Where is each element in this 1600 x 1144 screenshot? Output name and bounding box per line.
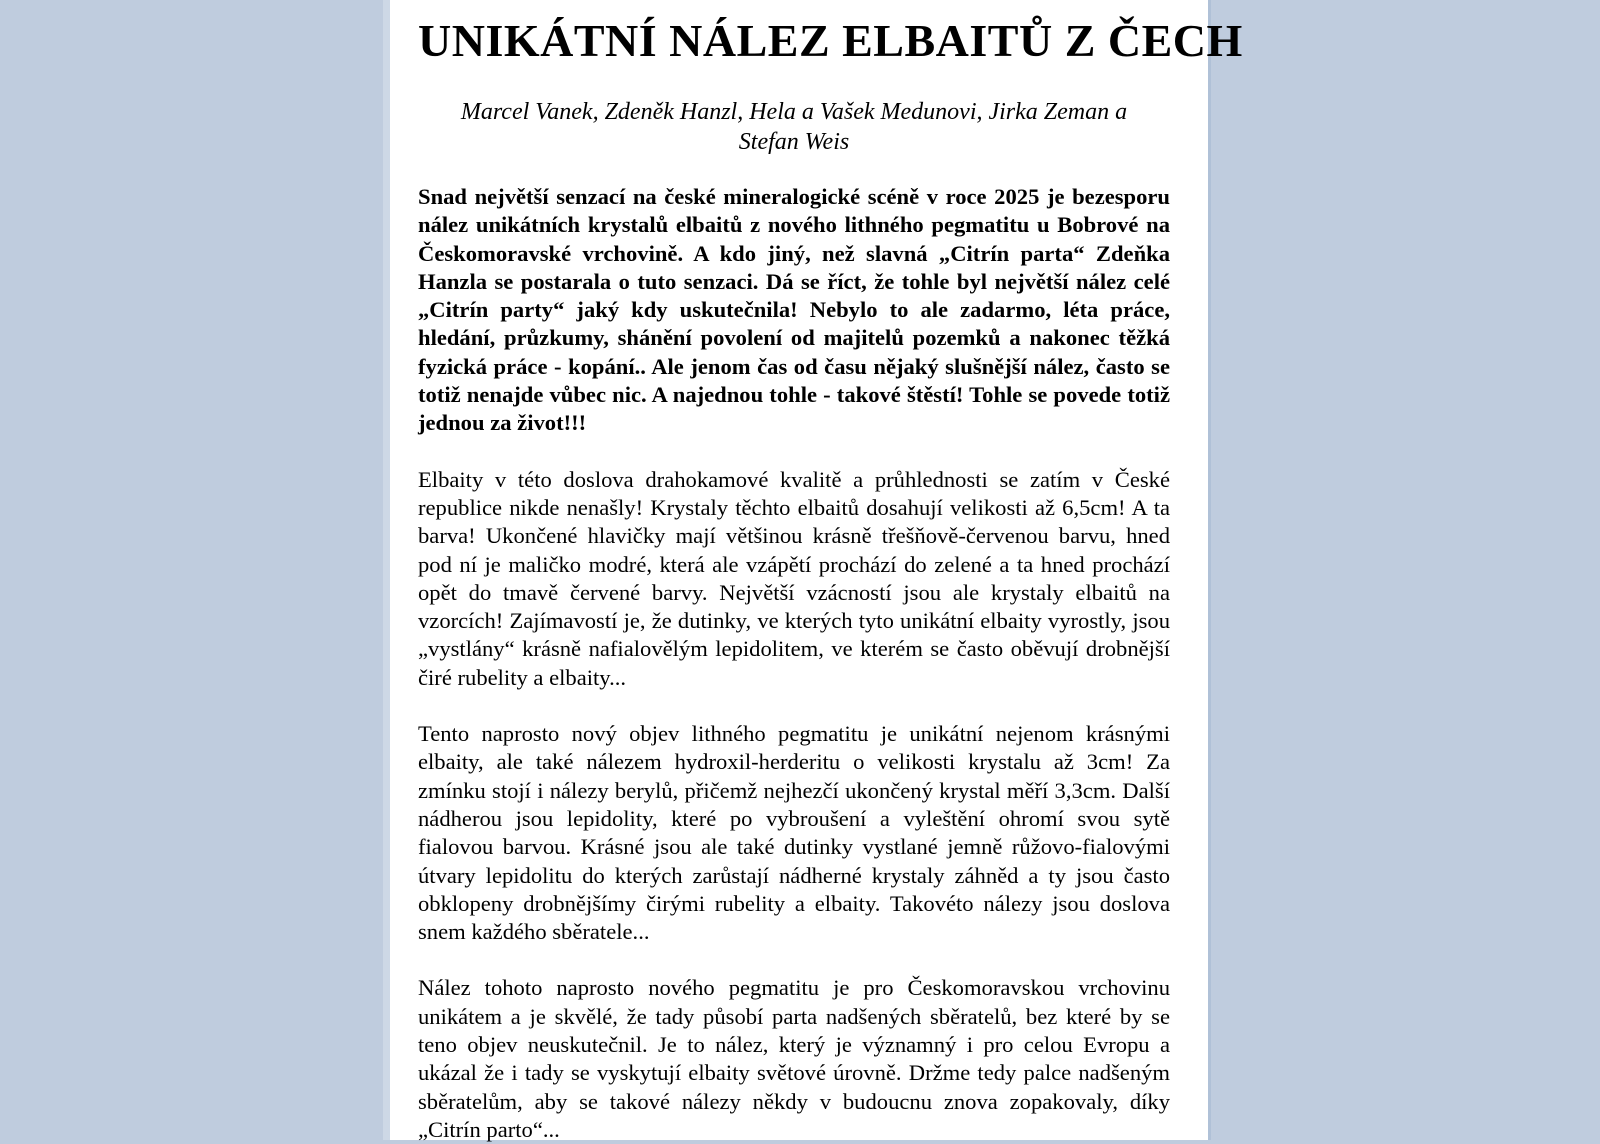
paragraph-intro: Snad největší senzací na české mineralogické scéně v roce 2025 je bezesporu nález unikátních krystalů elbaitů z nového lithného pegmatitu u Bobrové na Českomoravské vrchovině. A kdo jiný, než slavná „Citrín parta“ Zdeňka Hanzla se postarala o tuto senzaci. Dá se říct, že tohle byl největší nález celé „Citrín party“ jaký kdy uskutečnila! Nebylo to ale zadarmo, léta práce, hledání, průzkumy, shánění povolení od majitelů pozemků a nakonec těžká fyzická práce - kopání.. Ale jenom čas od času nějaký slušnější nález, často se totiž nenajde vůbec nic. A najednou tohle - takové štěstí! Tohle se povede totiž jednou za život!!! (418, 184, 1170, 436)
document-page (390, 0, 1243, 1142)
paragraph-crystal-quality: Elbaity v této doslova drahokamové kvalitě a průhlednosti se zatím v České republice nikde nenašly! Krystaly těchto elbaitů dosahují velikosti až 6,5cm! A ta barva! Ukončené hlavičky mají většinou krásně třešňově-červenou barvu, hned pod ní je maličko modré, která ale vzápětí prochází do zelené a ta hned prochází opět do tmavě červené barvy. Největší vzácností jsou ale krystaly elbaitů na vzorcích! Zajímavostí je, že dutinky, ve kterých tyto unikátní elbaity vyrostly, jsou „vystlány“ krásně nafialovělým lepidolitem, ve kterém se často oběvují drobnější čiré rubelity a elbaity... (418, 466, 1170, 690)
document-content (390, 0, 1243, 1144)
document-title: UNIKÁTNÍ NÁLEZ ELBAITŮ Z ČECH (418, 15, 1243, 66)
document-authors: Marcel Vanek, Zdeněk Hanzl, Hela a Vašek Medunovi, Jirka Zeman a Stefan Weis (460, 99, 1128, 155)
paragraph-conclusion: Nález tohoto naprosto nového pegmatitu je pro Českomoravskou vrchovinu unikátem a je skvělé, že tady působí parta nadšených sběratelů, bez které by se teno objev neuskutečnil. Je to nález, který je významný i pro celou Evropu a ukázal že i tady se vyskytují elbaity světové úrovně. Držme tedy palce nadšeným sběratelům, aby se takové nálezy někdy v budoucnu znova zopakovaly, díky „Citrín parto“... (418, 975, 1170, 1142)
paragraph-other-minerals: Tento naprosto nový objev lithného pegmatitu je unikátní nejenom krásnými elbaity, ale také nálezem hydroxil-herderitu o velikosti krystalu až 3cm! Za zmínku stojí i nálezy berylů, přičemž nejhezčí ukončený krystal měří 3,3cm. Další nádherou jsou lepidolity, které po vybroušení a vyleštění ohromí svou sytě fialovou barvou. Krásné jsou ale také dutinky vystlané jemně růžovo-fialovými útvary lepidolitu do kterých zarůstají nádherné krystaly záhněd a ty jsou často obklopeny drobnějšímy čirými rubelity a elbaity. Takovéto nálezy jsou doslova snem každého sběratele... (418, 721, 1170, 945)
